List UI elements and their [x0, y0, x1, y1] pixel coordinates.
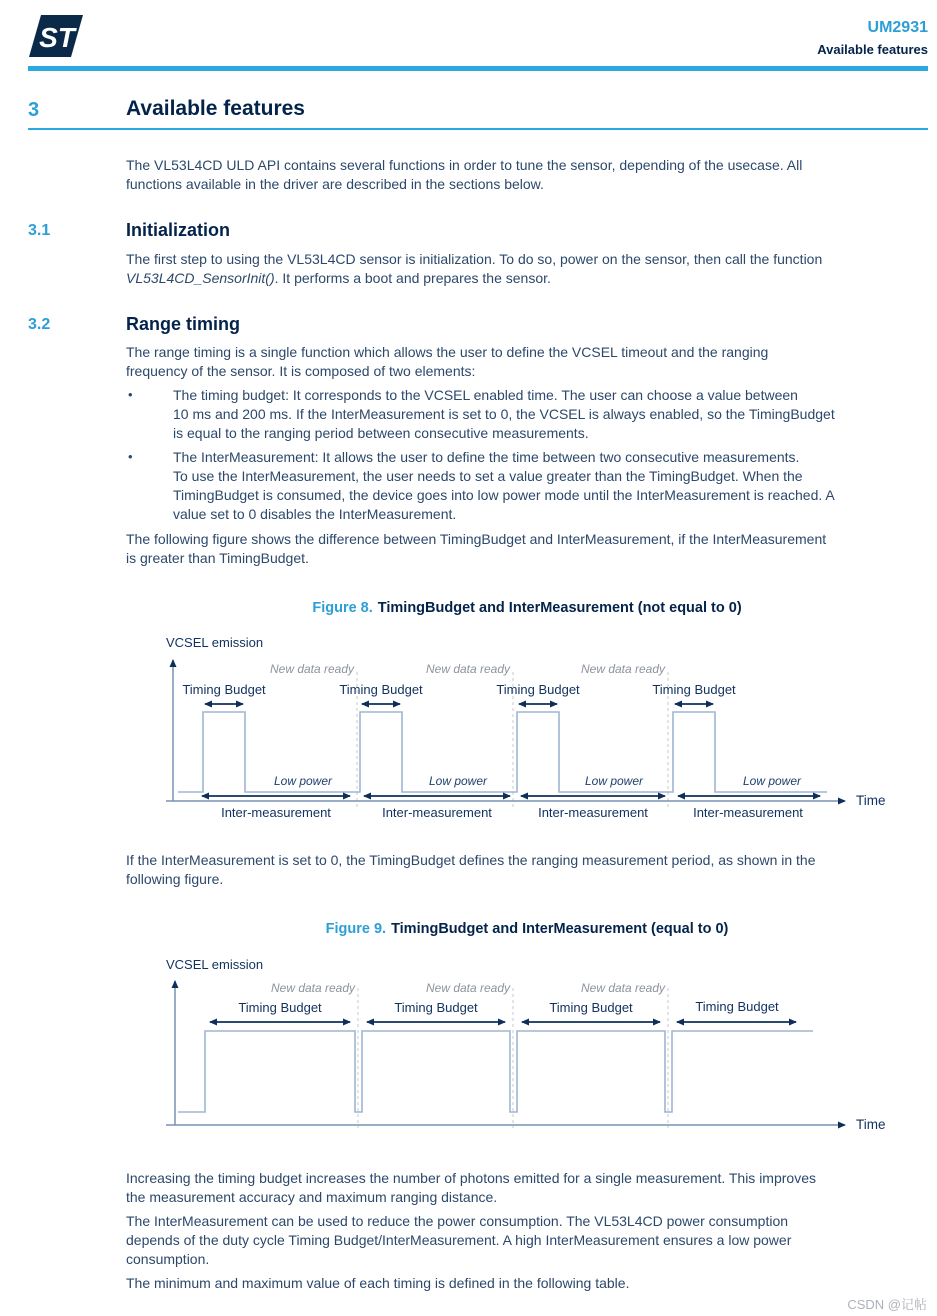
paragraph-line: If the InterMeasurement is set to 0, the TimingBudget defines the ranging measurement period, as shown in the	[126, 852, 816, 868]
figure8-caption	[126, 600, 928, 616]
document-subtitle: Available features	[817, 42, 928, 57]
low-power-label: Low power	[428, 774, 488, 788]
bullet-marker: •	[128, 387, 133, 402]
document-id: UM2931	[867, 19, 928, 36]
figure8-caption-title: TimingBudget and InterMeasurement (not equal to 0)	[377, 600, 742, 616]
section-intro	[126, 156, 930, 194]
section-rule	[28, 128, 928, 130]
subsection-number-31: 3.1	[28, 222, 51, 239]
paragraph-line: consumption.	[126, 1251, 210, 1267]
timing-budget-label: Timing Budget	[238, 1000, 322, 1015]
inter-measurement-label: Inter-measurement	[538, 805, 648, 820]
low-power-label: Low power	[584, 774, 644, 788]
timing-budget-label: Timing Budget	[652, 682, 736, 697]
inter-measurement-label: Inter-measurement	[221, 805, 331, 820]
svg-text:ST: ST	[39, 22, 75, 53]
x-axis-label: Time	[856, 1117, 886, 1132]
paragraph-line: frequency of the sensor. It is composed of two elements:	[126, 363, 476, 379]
paragraph-line: The InterMeasurement can be used to reduce the power consumption. The VL53L4CD power consumption	[126, 1213, 789, 1229]
figure9-caption-title: TimingBudget and InterMeasurement (equal to 0)	[391, 921, 729, 937]
paragraph-line: value set to 0 disables the InterMeasurement.	[173, 506, 457, 522]
subsection-number-32: 3.2	[28, 316, 51, 333]
paragraph-line: To use the InterMeasurement, the user needs to set a value greater than the TimingBudget. When the	[173, 468, 803, 484]
paragraph-power-consumption	[126, 1212, 930, 1269]
y-axis-label: VCSEL emission	[166, 957, 264, 972]
paragraph-line: The VL53L4CD ULD API contains several functions in order to tune the sensor, depending of the usecase. All	[126, 157, 803, 173]
x-axis-label: Time	[856, 793, 886, 808]
timing-budget-label: Timing Budget	[182, 682, 266, 697]
timing-budget-label: Timing Budget	[339, 682, 423, 697]
inter-measurement-label: Inter-measurement	[382, 805, 492, 820]
section-title: Available features	[126, 97, 305, 120]
new-data-ready-label: New data ready	[425, 981, 511, 995]
timing-budget-label: Timing Budget	[549, 1000, 633, 1015]
new-data-ready-label: New data ready	[269, 662, 355, 676]
st-logo	[28, 14, 84, 63]
bullet-marker: •	[128, 449, 133, 464]
figure8-caption-number: Figure 8.	[312, 600, 373, 616]
new-data-ready-label: New data ready	[580, 662, 666, 676]
subsection-title-32: Range timing	[126, 314, 241, 334]
paragraph-before-figure9	[126, 851, 930, 889]
new-data-ready-label: New data ready	[270, 981, 356, 995]
new-data-ready-label: New data ready	[580, 981, 666, 995]
inter-measurement-label: Inter-measurement	[693, 805, 803, 820]
paragraph-line: The following figure shows the difference between TimingBudget and InterMeasurement, if the InterMeasurement	[126, 531, 827, 547]
paragraph-before-figure8	[126, 530, 930, 568]
header-rule	[28, 66, 928, 71]
timing-budget-label: Timing Budget	[394, 1000, 478, 1015]
paragraph-line: The InterMeasurement: It allows the user to define the time between two consecutive measurements.	[173, 449, 800, 465]
paragraph-timing-budget-effect	[126, 1169, 930, 1207]
paragraph-line: 10 ms and 200 ms. If the InterMeasurement is set to 0, the VCSEL is always enabled, so the TimingBudget	[173, 406, 835, 422]
subsection-31-body	[126, 250, 930, 288]
paragraph-line: Increasing the timing budget increases the number of photons emitted for a single measurement. This improves	[126, 1170, 816, 1186]
section-number: 3	[28, 99, 40, 121]
paragraph-line: functions available in the driver are described in the sections below.	[126, 176, 544, 192]
bullet-item-intermeasurement	[173, 448, 930, 524]
paragraph-line: the measurement accuracy and maximum ranging distance.	[126, 1189, 498, 1205]
subsection-32-intro	[126, 343, 930, 381]
st-logo-icon	[28, 14, 84, 58]
paragraph-line: is greater than TimingBudget.	[126, 550, 309, 566]
watermark: CSDN @记帖	[847, 1297, 927, 1312]
figure9-caption-number: Figure 9.	[325, 921, 387, 937]
new-data-ready-label: New data ready	[425, 662, 511, 676]
paragraph-line	[126, 269, 930, 288]
function-name: VL53L4CD_SensorInit()	[126, 270, 275, 286]
paragraph-text: . It performs a boot and prepares the sensor.	[274, 270, 551, 286]
paragraph-line: The first step to using the VL53L4CD sensor is initialization. To do so, power on the sensor, then call the function	[126, 251, 823, 267]
bullet-item-timing-budget	[173, 386, 930, 443]
paragraph-line: The range timing is a single function which allows the user to define the VCSEL timeout and the ranging	[126, 344, 769, 360]
figure8-diagram	[0, 630, 937, 835]
vcsel-waveform	[178, 1031, 813, 1112]
low-power-label: Low power	[742, 774, 802, 788]
paragraph-line: is equal to the ranging period between consecutive measurements.	[173, 425, 589, 441]
figure9-diagram	[0, 955, 937, 1145]
low-power-label: Low power	[273, 774, 333, 788]
paragraph-timing-table-ref	[126, 1274, 930, 1293]
subsection-title-31: Initialization	[126, 220, 231, 240]
timing-budget-label: Timing Budget	[695, 999, 779, 1014]
timing-budget-label: Timing Budget	[496, 682, 580, 697]
paragraph-line: The minimum and maximum value of each timing is defined in the following table.	[126, 1275, 630, 1291]
figure9-caption	[126, 921, 928, 937]
paragraph-line: TimingBudget is consumed, the device goes into low power mode until the InterMeasurement is reached. A	[173, 487, 835, 503]
paragraph-line: depends of the duty cycle Timing Budget/InterMeasurement. A high InterMeasurement ensures a low power	[126, 1232, 792, 1248]
paragraph-line: The timing budget: It corresponds to the VCSEL enabled time. The user can choose a value between	[173, 387, 798, 403]
y-axis-label: VCSEL emission	[166, 635, 264, 650]
paragraph-line: following figure.	[126, 871, 224, 887]
